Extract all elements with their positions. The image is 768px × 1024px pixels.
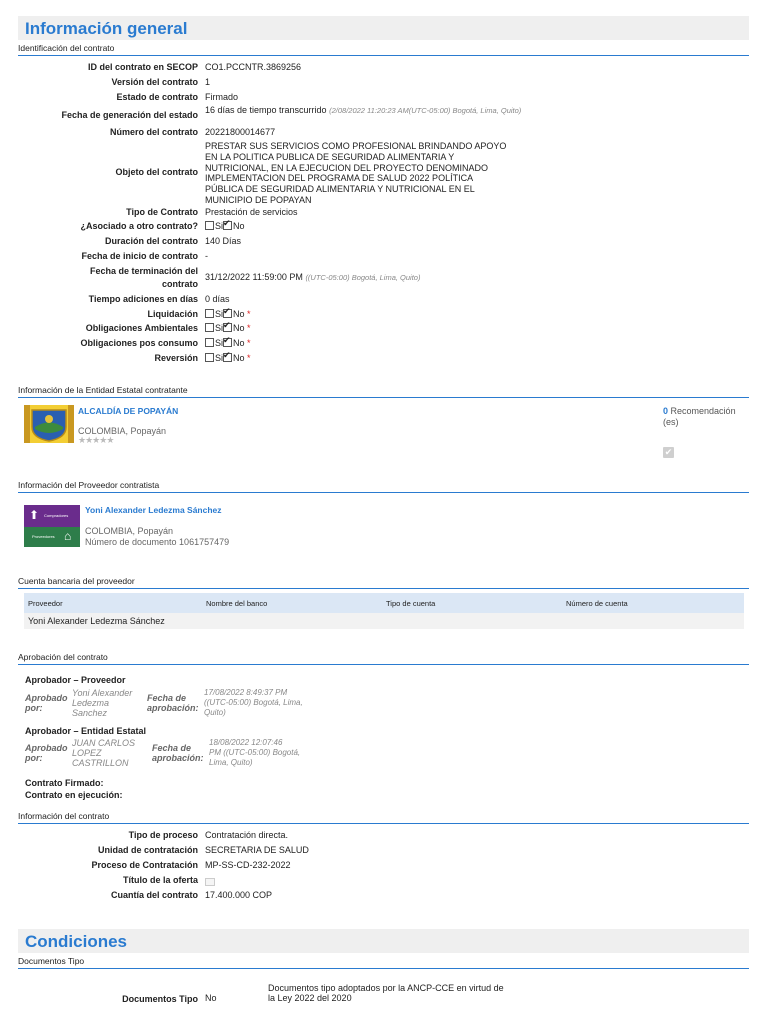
si-label: Si — [215, 309, 224, 319]
label-line: por: — [25, 703, 43, 713]
no-label: No — [233, 353, 245, 363]
titulo-oferta-label: Título de la oferta — [122, 875, 198, 885]
entidad-logo — [24, 405, 74, 443]
terminacion-detail: ((UTC-05:00) Bogotá, Lima, Quito) — [305, 273, 421, 282]
user-icon: ⬆ — [29, 508, 40, 522]
proveedor-logo-bottom — [24, 527, 80, 547]
fecha-gen-text: 16 días de tiempo transcurrido — [205, 105, 327, 115]
value-line: 17/08/2022 8:49:37 PM — [204, 688, 288, 697]
label-line: Fecha de — [147, 693, 187, 703]
si-label: Si — [215, 221, 224, 231]
fecha-gen-label: Fecha de generación del estado — [61, 110, 198, 120]
ent-aprobado-por-label — [25, 743, 68, 763]
documentos-tipo-label: Documentos Tipo — [122, 994, 198, 1004]
inicio-value: - — [205, 251, 208, 261]
note-line: la Ley 2022 del 2020 — [268, 993, 352, 1003]
prov-fecha-aprobacion-value — [204, 688, 303, 718]
version-label: Versión del contrato — [111, 77, 198, 87]
value-line: 18/08/2022 12:07:46 — [209, 738, 283, 747]
cuenta-table-header — [24, 593, 744, 613]
aprobador-entidad-title: Aprobador – Entidad Estatal — [25, 726, 147, 736]
identificacion-subheader: Identificación del contrato — [18, 43, 749, 56]
no-label: No — [233, 323, 245, 333]
label-line: aprobación: — [152, 753, 204, 763]
value-line: JUAN CARLOS — [72, 738, 136, 748]
consumo-checkboxes — [205, 338, 251, 348]
si-label: Si — [215, 323, 224, 333]
reversion-no-checkbox[interactable] — [223, 353, 232, 362]
duracion-label: Duración del contrato — [104, 236, 198, 246]
asociado-checkboxes — [205, 221, 245, 231]
value-line: Yoni Alexander — [72, 688, 133, 698]
terminacion-label-line: contrato — [162, 279, 198, 289]
star-icon: ★ — [92, 435, 100, 445]
contrato-firmado-label: Contrato Firmado: — [25, 778, 104, 788]
prov-aprobado-por-value — [72, 688, 132, 718]
liquidacion-checkboxes — [205, 309, 251, 319]
ambientales-no-checkbox[interactable] — [223, 323, 232, 332]
proceso-label: Proceso de Contratación — [91, 860, 198, 870]
fecha-gen-value — [205, 105, 525, 116]
objeto-line: PÚBLICA DE SEGURIDAD ALIMENTARIA Y NUTRICIONAL EN EL — [205, 184, 475, 195]
recomendaciones-label-2: (es) — [663, 417, 679, 427]
objeto-line: IMPLEMENTACION DEL PROGRAMA DE SALUD 2022 POLÍTICA — [205, 173, 474, 184]
house-icon: ⌂ — [64, 529, 72, 543]
value-line: Ledezma — [72, 698, 110, 708]
ambientales-label: Obligaciones Ambientales — [85, 323, 198, 333]
reversion-si-checkbox[interactable] — [205, 353, 214, 362]
documentos-tipo-subheader: Documentos Tipo — [18, 956, 749, 969]
col-numero: Número de cuenta — [566, 599, 628, 608]
entidad-subheader: Información de la Entidad Estatal contratante — [18, 385, 749, 398]
objeto-label: Objeto del contrato — [115, 167, 198, 177]
tipo-contrato-label: Tipo de Contrato — [126, 207, 198, 217]
aprobacion-subheader: Aprobación del contrato — [18, 652, 749, 665]
cuantia-label: Cuantía del contrato — [110, 890, 198, 900]
tipo-contrato-value: Prestación de servicios — [205, 207, 298, 217]
ambientales-checkboxes — [205, 323, 251, 333]
titulo-oferta-icon[interactable] — [205, 878, 215, 886]
documentos-tipo-note — [268, 983, 504, 1003]
value-line: PM ((UTC-05:00) Bogotá, — [209, 748, 301, 757]
prov-aprobado-por-label — [25, 693, 68, 713]
info-contrato-subheader: Información del contrato — [18, 811, 749, 824]
value-line: LOPEZ — [72, 748, 102, 758]
popayan-coat-of-arms-icon — [24, 405, 74, 443]
no-label: No — [233, 338, 245, 348]
duracion-value: 140 Días — [205, 236, 242, 246]
terminacion-text: 31/12/2022 11:59:00 PM — [205, 272, 303, 282]
adiciones-value: 0 días — [205, 294, 230, 304]
contrato-ejecucion-label: Contrato en ejecución: — [25, 790, 123, 800]
value-line: Lima, Quito) — [209, 758, 253, 767]
tipo-proceso-value: Contratación directa. — [205, 830, 289, 840]
label-line: Fecha de — [152, 743, 192, 753]
version-value: 1 — [205, 77, 211, 87]
objeto-line: PRESTAR SUS SERVICIOS COMO PROFESIONAL BRINDANDO APOYO — [205, 141, 507, 151]
objeto-value — [205, 141, 506, 206]
proveedor-subheader: Información del Proveedor contratista — [18, 480, 749, 493]
objeto-line: MUNICIPIO DE POPAYAN — [205, 194, 312, 205]
proveedor-name-link[interactable]: Yoni Alexander Ledezma Sánchez — [85, 505, 222, 515]
inicio-label: Fecha de inicio de contrato — [81, 251, 198, 261]
proveedor-location: COLOMBIA, Popayán — [85, 526, 174, 536]
star-icon: ★ — [106, 435, 114, 445]
col-tipo: Tipo de cuenta — [386, 599, 436, 608]
terminacion-label — [90, 265, 198, 291]
entidad-location: COLOMBIA, Popayán — [78, 426, 167, 436]
general-section-header — [18, 16, 749, 40]
required-mark: * — [247, 338, 251, 348]
asociado-si-checkbox[interactable] — [205, 221, 214, 230]
no-label: No — [233, 309, 245, 319]
note-line: Documentos tipo adoptados por la ANCP-CCE en virtud de — [268, 983, 504, 993]
fecha-gen-detail: (2/08/2022 11:20:23 AM(UTC-05:00) Bogotá, Lima, Quito) — [329, 106, 522, 115]
ambientales-si-checkbox[interactable] — [205, 323, 214, 332]
consumo-label: Obligaciones pos consumo — [80, 338, 198, 348]
cuenta-row-proveedor: Yoni Alexander Ledezma Sánchez — [28, 616, 165, 626]
objeto-line: EN LA POLITICA PUBLICA DE SEGURIDAD ALIMENTARIA Y — [205, 151, 455, 162]
aprobador-proveedor-title: Aprobador – Proveedor — [25, 675, 126, 685]
recommend-check-icon[interactable]: ✔ — [664, 447, 673, 457]
numero-label: Número del contrato — [109, 127, 198, 137]
recomendaciones-count: 0 — [663, 406, 669, 416]
col-banco: Nombre del banco — [206, 599, 268, 608]
id-value: CO1.PCCNTR.3869256 — [205, 62, 302, 72]
cuantia-value: 17.400.000 COP — [205, 890, 273, 900]
value-line: CASTRILLON — [72, 758, 129, 768]
proveedor-logo-top — [24, 505, 80, 527]
value-line: Sanchez — [72, 708, 108, 718]
label-line: aprobación: — [147, 703, 199, 713]
cuenta-subheader: Cuenta bancaria del proveedor — [18, 576, 749, 589]
table-row — [24, 613, 744, 629]
si-label: Si — [215, 353, 224, 363]
entidad-rating — [78, 435, 113, 446]
no-label: No — [233, 221, 245, 231]
proveedor-logo-bottom-text: Proveedores — [32, 534, 55, 539]
label-line: Aprobado — [25, 743, 68, 753]
recomendaciones-label: Recomendación — [670, 406, 736, 416]
documentos-tipo-value: No — [205, 993, 217, 1003]
value-line: ((UTC-05:00) Bogotá, Lima, — [204, 698, 303, 707]
reversion-label: Reversión — [154, 353, 198, 363]
star-icon: ★ — [85, 435, 93, 445]
liquidacion-si-checkbox[interactable] — [205, 309, 214, 318]
required-mark: * — [247, 309, 251, 319]
required-mark: * — [247, 353, 251, 363]
asociado-no-checkbox[interactable] — [223, 221, 232, 230]
condiciones-title: Condiciones — [25, 932, 128, 951]
star-icon: ★ — [78, 435, 86, 445]
value-line: Quito) — [204, 708, 226, 717]
unidad-value: SECRETARIA DE SALUD — [205, 845, 309, 855]
consumo-si-checkbox[interactable] — [205, 338, 214, 347]
ent-fecha-aprobacion-label — [152, 743, 204, 763]
required-mark: * — [247, 323, 251, 333]
liquidacion-no-checkbox[interactable] — [223, 309, 232, 318]
general-title: Información general — [25, 19, 188, 38]
ent-fecha-aprobacion-value — [209, 738, 300, 768]
id-label: ID del contrato en SECOP — [87, 62, 198, 72]
terminacion-value — [205, 272, 420, 282]
col-proveedor: Proveedor — [28, 599, 63, 608]
unidad-label: Unidad de contratación — [97, 845, 198, 855]
numero-value: 20221800014677 — [205, 127, 276, 137]
proveedor-logo — [24, 505, 80, 547]
star-icon: ★ — [99, 435, 107, 445]
si-label: Si — [215, 338, 224, 348]
recomendaciones — [663, 406, 736, 428]
label-line: Aprobado — [25, 693, 68, 703]
tipo-proceso-label: Tipo de proceso — [128, 830, 198, 840]
objeto-line: NUTRICIONAL, EN LA EJECUCION DEL PROYECTO DENOMINADO — [205, 162, 489, 173]
label-line: por: — [25, 753, 43, 763]
proveedor-logo-top-text: Compradores — [44, 513, 69, 518]
proceso-value: MP-SS-CD-232-2022 — [205, 860, 291, 870]
entidad-name-link[interactable]: ALCALDÍA DE POPAYÁN — [78, 406, 179, 416]
reversion-checkboxes — [205, 353, 251, 363]
estado-label: Estado de contrato — [116, 92, 198, 102]
terminacion-label-line: Fecha de terminación del — [89, 266, 198, 276]
liquidacion-label: Liquidación — [147, 309, 198, 319]
consumo-no-checkbox[interactable] — [223, 338, 232, 347]
proveedor-doc: Número de documento 1061757479 — [85, 537, 230, 547]
asociado-label: ¿Asociado a otro contrato? — [80, 221, 198, 231]
estado-value: Firmado — [205, 92, 239, 102]
prov-fecha-aprobacion-label — [147, 693, 199, 713]
adiciones-label: Tiempo adiciones en días — [88, 294, 198, 304]
ent-aprobado-por-value — [72, 738, 135, 768]
condiciones-section-header — [18, 929, 749, 953]
